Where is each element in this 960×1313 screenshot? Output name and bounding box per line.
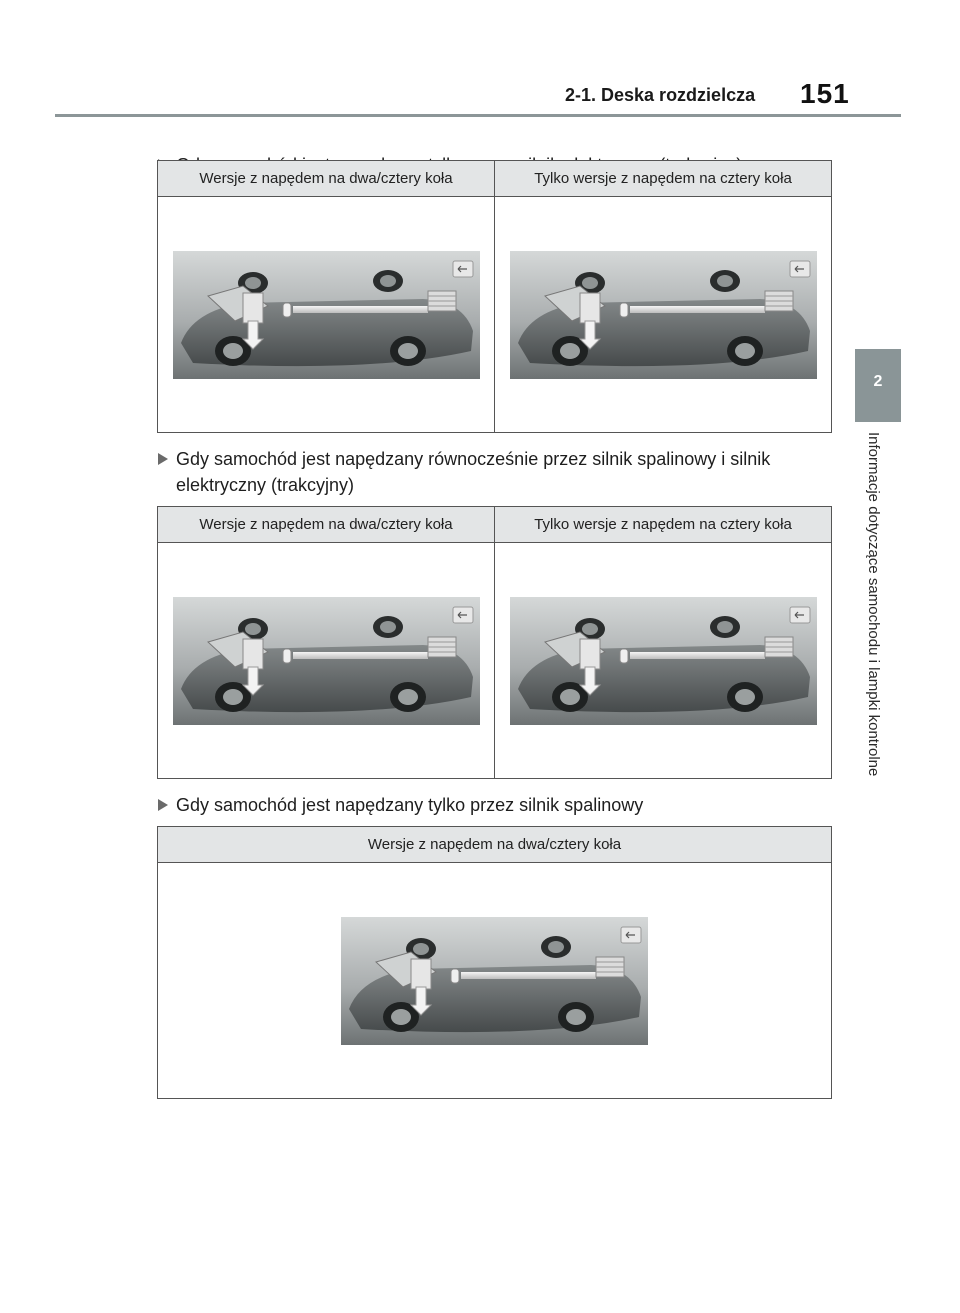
table-header-row	[158, 827, 831, 863]
table-image-cell	[494, 543, 831, 778]
table-header-cell: Wersje z napędem na dwa/cztery koła	[367, 836, 622, 853]
table-image-cell	[158, 543, 494, 778]
table-combined	[157, 506, 832, 779]
table-body-row	[158, 543, 831, 778]
bullet-arrow-icon	[158, 799, 168, 811]
table-body-row	[158, 863, 831, 1098]
car-powertrain-diagram	[510, 251, 817, 379]
table-header-row	[158, 507, 831, 543]
table-image-cell	[494, 197, 831, 432]
table-body-row	[158, 197, 831, 432]
car-powertrain-diagram	[510, 597, 817, 725]
table-header-cell: Wersje z napędem na dwa/cztery koła	[199, 170, 453, 187]
car-powertrain-diagram	[173, 251, 480, 379]
car-powertrain-diagram	[341, 917, 648, 1045]
bullet-text: Gdy samochód jest napędzany tylko przez silnik spalinowy	[176, 795, 644, 815]
table-header-cell: Tylko wersje z napędem na cztery koła	[494, 507, 831, 542]
chapter-title: Informacje dotyczące samochodu i lampki kontrolne	[865, 432, 882, 777]
table-image-cell	[158, 197, 494, 432]
table-electric-only	[157, 160, 832, 433]
car-powertrain-diagram	[173, 597, 480, 725]
section-title: 2-1. Deska rozdzielcza	[565, 85, 756, 105]
table-engine-only	[157, 826, 832, 1099]
chapter-tab	[855, 349, 901, 422]
bullet-engine-only	[158, 792, 833, 818]
bullet-text: Gdy samochód jest napędzany równocześnie przez silnik spalinowy i silnik elektryczny (trakcyjny)	[176, 449, 771, 495]
chapter-number: 2	[873, 373, 883, 390]
table-header-cell: Wersje z napędem na dwa/cztery koła	[199, 516, 453, 533]
table-header-row	[158, 161, 831, 197]
bullet-arrow-icon	[158, 453, 168, 465]
table-header-cell: Tylko wersje z napędem na cztery koła	[494, 161, 831, 196]
page-number: 151	[800, 78, 850, 109]
bullet-combined	[158, 446, 833, 498]
header-rule	[55, 114, 901, 117]
table-image-cell	[158, 863, 831, 1098]
